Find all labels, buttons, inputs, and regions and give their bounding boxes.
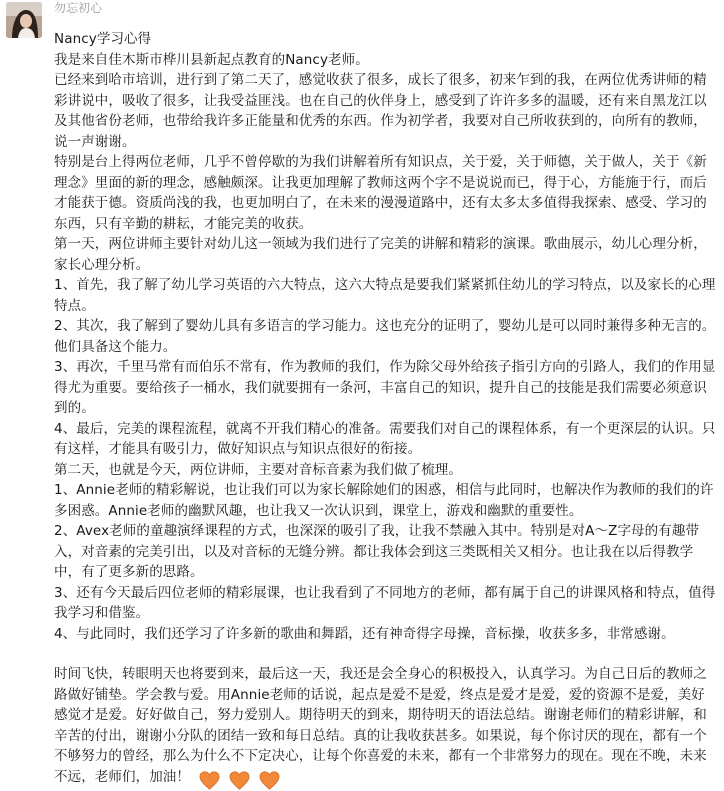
- heart-icon: [259, 771, 280, 790]
- paragraph-9: 1、Annie老师的精彩解说，也让我们可以为家长解除她们的困惑，相信与此同时，也解决作为教师的我们的许多困惑。Annie老师的幽默风趣，也让我又一次认识到，课堂上，游戏和幽默的重要性。: [54, 480, 716, 521]
- paragraph-closing: [54, 664, 716, 791]
- heart-icon: [229, 771, 250, 790]
- avatar[interactable]: [6, 2, 42, 38]
- paragraph-11: 3、还有今天最后四位老师的精彩展课，也让我看到了不同地方的老师，都有属于自己的讲课风格和特点，值得我学习和借鉴。: [54, 583, 716, 624]
- post-body: [54, 29, 716, 791]
- paragraph-spacer: [54, 644, 716, 664]
- paragraph-12: 4、与此同时，我们还学习了许多新的歌曲和舞蹈，还有神奇得字母操，音标操，收获多多，非常感谢。: [54, 624, 716, 645]
- paragraph-intro: 我是来自佳木斯市桦川县新起点教育的Nancy老师。: [54, 50, 716, 71]
- paragraph-5: 2、其次，我了解到了婴幼儿具有多语言的学习能力。这也充分的证明了，婴幼儿是可以同时兼得多种无言的。他们具备这个能力。: [54, 316, 716, 357]
- username[interactable]: 勿忘初心: [54, 0, 102, 16]
- paragraph-1: 已经来到哈市培训，进行到了第二天了，感觉收获了很多，成长了很多，初来乍到的我，在两位优秀讲师的精彩讲说中，吸收了很多，让我受益匪浅。也在自己的伙伴身上，感受到了许许多多的温暖，还有来自黑龙江以及其他省份老师，也带给我许多正能量和优秀的东西。作为初学者，我要对自己所收获到的，向所有的教师，说一声谢谢。: [54, 70, 716, 152]
- paragraph-7: 4、最后，完美的课程流程，就离不开我们精心的准备。需要我们对自己的课程体系，有一个更深层的认识。只有这样，才能具有吸引力，做好知识点与知识点很好的衔接。: [54, 419, 716, 460]
- closing-text: 时间飞快，转眼明天也将要到来，最后这一天，我还是会全身心的积极投入，认真学习。为自己日后的教师之路做好铺垫。学会教与爱。用Annie老师的话说，起点是爱不是爱，终点是爱才是爱，爱的资源不是爱，美好感觉才是爱。好好做自己，努力爱别人。期待明天的到来，期待明天的语法总结。谢谢老师们的精彩讲解，和辛苦的付出，谢谢小分队的团结一致和每日总结。真的让我收获甚多。如果说，每个你讨厌的现在，都有一个不够努力的曾经，那么为什么不下定决心，让每个你喜爱的未来，都有一个非常努力的现在。现在不晚，未来不远，老师们，加油！: [54, 666, 707, 785]
- avatar-portrait-icon: [6, 2, 42, 38]
- hearts-group: [190, 771, 280, 791]
- paragraph-3: 第一天，两位讲师主要针对幼儿这一领域为我们进行了完美的讲解和精彩的演课。歌曲展示，幼儿心理分析，家长心理分析。: [54, 234, 716, 275]
- paragraph-6: 3、再次，千里马常有而伯乐不常有，作为教师的我们，作为除父母外给孩子指引方向的引路人，我们的作用显得尤为重要。要给孩子一桶水，我们就要拥有一条河，丰富自己的知识，提升自己的技能是我们需要必须意识到的。: [54, 357, 716, 419]
- paragraph-8: 第二天，也就是今天，两位讲师，主要对音标音素为我们做了梳理。: [54, 460, 716, 481]
- paragraph-2: 特别是台上得两位老师，几乎不曾停歇的为我们讲解着所有知识点，关于爱，关于师德，关于做人，关于《新理念》里面的新的理念，感触颇深。让我更加理解了教师这两个字不是说说而已，得于心，方能施于行，而后才能获于德。资质尚浅的我，也更加明白了，在未来的漫漫道路中，还有太多太多值得我探索、感受、学习的东西，只有辛勤的耕耘，才能完美的收获。: [54, 152, 716, 234]
- paragraph-10: 2、Avex老师的童趣演绎课程的方式，也深深的吸引了我，让我不禁融入其中。特别是对A～Z字母的有趣带入，对音素的完美引出，以及对音标的无缝分辨。都让我体会到这三类既相关又相分。也让我在以后得教学中，有了更多新的思路。: [54, 521, 716, 583]
- post-title: Nancy学习心得: [54, 29, 716, 50]
- paragraph-4: 1、首先，我了解了幼儿学习英语的六大特点，这六大特点是要我们紧紧抓住幼儿的学习特点，以及家长的心理特点。: [54, 275, 716, 316]
- heart-icon: [199, 771, 220, 790]
